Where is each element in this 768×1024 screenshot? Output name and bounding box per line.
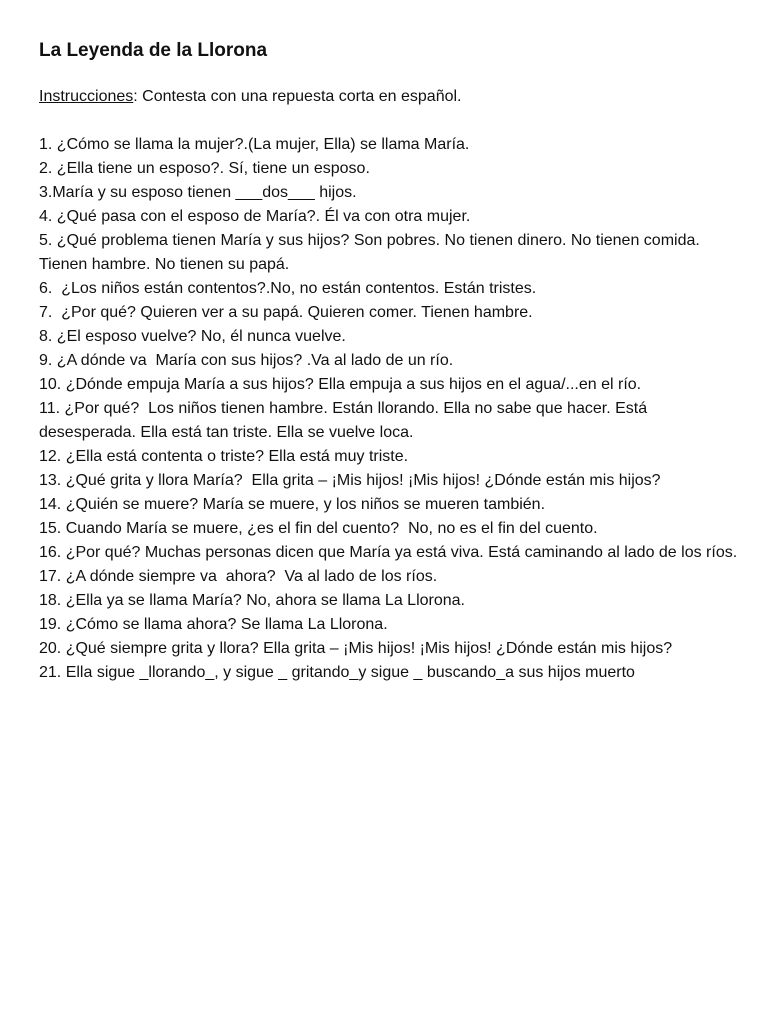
question-answer-17: 17. ¿A dónde siempre va ahora? Va al lado de los ríos.: [39, 568, 438, 585]
question-answer-12: 12. ¿Ella está contenta o triste? Ella está muy triste.: [39, 448, 409, 465]
question-answer-11: 11. ¿Por qué? Los niños tienen hambre. Están llorando. Ella no sabe que hacer. Está desesperada. Ella está tan triste. Ella se vuelve loca.: [39, 400, 652, 441]
question-answer-8: 8. ¿El esposo vuelve? No, él nunca vuelve.: [39, 328, 346, 345]
question-answer-9: 9. ¿A dónde va María con sus hijos? .Va al lado de un río.: [39, 352, 454, 369]
question-answer-13: 13. ¿Qué grita y llora María? Ella grita – ¡Mis hijos! ¡Mis hijos! ¿Dónde están mis hijos?: [39, 472, 661, 489]
question-answer-2: 2. ¿Ella tiene un esposo?. Sí, tiene un esposo.: [39, 160, 370, 177]
question-answer-10: 10. ¿Dónde empuja María a sus hijos? Ella empuja a sus hijos en el agua/...en el río.: [39, 376, 642, 393]
question-answer-4: 4. ¿Qué pasa con el esposo de María?. Él va con otra mujer.: [39, 208, 471, 225]
question-answer-20: 20. ¿Qué siempre grita y llora? Ella grita – ¡Mis hijos! ¡Mis hijos! ¿Dónde están mis hijos?: [39, 640, 673, 657]
question-answer-list: [39, 133, 739, 685]
document-page: [39, 36, 739, 685]
instructions-line: [39, 85, 739, 109]
question-answer-5: 5. ¿Qué problema tienen María y sus hijos? Son pobres. No tienen dinero. No tienen comida. Tienen hambre. No tienen su papá.: [39, 232, 704, 273]
instructions-text: : Contesta con una repuesta corta en español.: [133, 88, 462, 105]
question-answer-14: 14. ¿Quién se muere? María se muere, y los niños se mueren también.: [39, 496, 546, 513]
question-answer-16: 16. ¿Por qué? Muchas personas dicen que María ya está viva. Está caminando al lado de los ríos.: [39, 544, 738, 561]
question-answer-6: 6. ¿Los niños están contentos?.No, no están contentos. Están tristes.: [39, 280, 537, 297]
question-answer-18: 18. ¿Ella ya se llama María? No, ahora se llama La Llorona.: [39, 592, 465, 609]
question-answer-1: 1. ¿Cómo se llama la mujer?.(La mujer, Ella) se llama María.: [39, 136, 470, 153]
document-title: La Leyenda de la Llorona: [39, 40, 268, 61]
question-answer-21: 21. Ella sigue _llorando_, y sigue _ gritando_y sigue _ buscando_a sus hijos muerto: [39, 664, 635, 681]
question-answer-3: 3.María y su esposo tienen ___dos___ hijos.: [39, 184, 357, 201]
question-answer-19: 19. ¿Cómo se llama ahora? Se llama La Llorona.: [39, 616, 388, 633]
question-answer-15: 15. Cuando María se muere, ¿es el fin del cuento? No, no es el fin del cuento.: [39, 520, 598, 537]
instructions-label: Instrucciones: [39, 88, 134, 105]
question-answer-7: 7. ¿Por qué? Quieren ver a su papá. Quieren comer. Tienen hambre.: [39, 304, 533, 321]
